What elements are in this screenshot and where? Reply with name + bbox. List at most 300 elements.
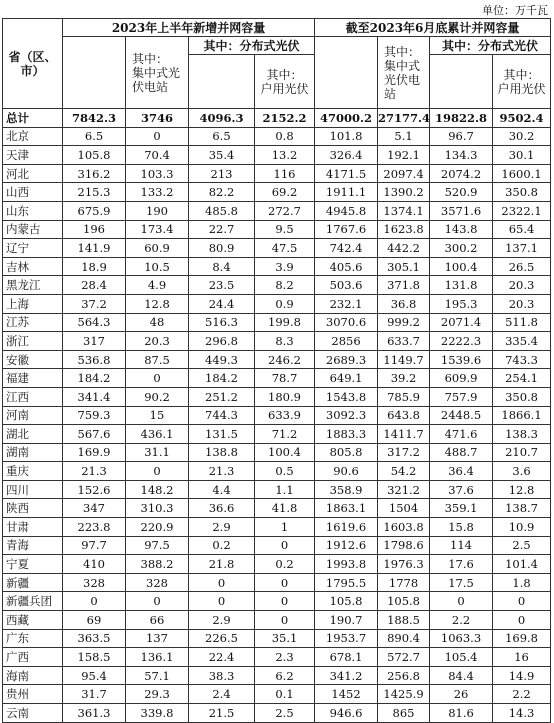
value-cell: 36.6 [189, 499, 255, 518]
table-row [3, 276, 551, 295]
value-cell: 2448.5 [430, 406, 493, 425]
value-cell: 1452 [315, 685, 378, 704]
value-cell: 31.7 [63, 685, 126, 704]
province-cell: 江西 [3, 387, 63, 406]
value-cell: 169.9 [63, 443, 126, 462]
table-row [3, 332, 551, 351]
value-cell: 215.3 [63, 183, 126, 202]
new-household-prefix: 其中： [266, 67, 303, 82]
value-cell: 3571.6 [430, 201, 493, 220]
province-cell: 内蒙古 [3, 220, 63, 239]
value-cell: 520.9 [430, 183, 493, 202]
value-cell: 488.7 [430, 443, 493, 462]
value-cell: 0 [189, 573, 255, 592]
new-household-header [255, 55, 315, 109]
value-cell: 442.2 [378, 239, 430, 258]
value-cell: 8.3 [255, 332, 315, 351]
value-cell: 158.5 [63, 648, 126, 667]
province-cell: 天津 [3, 146, 63, 165]
value-cell: 60.9 [126, 239, 189, 258]
value-cell: 865 [378, 704, 430, 723]
table-row [3, 704, 551, 723]
value-cell: 572.7 [378, 648, 430, 667]
value-cell: 643.8 [378, 406, 430, 425]
value-cell: 84.4 [430, 666, 493, 685]
value-cell: 1.8 [493, 573, 551, 592]
value-cell: 1374.1 [378, 201, 430, 220]
value-cell: 2071.4 [430, 313, 493, 332]
table-row [3, 369, 551, 388]
value-cell: 0 [189, 592, 255, 611]
province-cell: 江苏 [3, 313, 63, 332]
value-cell: 744.3 [189, 406, 255, 425]
value-cell: 2.2 [430, 611, 493, 630]
value-cell: 143.8 [430, 220, 493, 239]
table-row [3, 685, 551, 704]
cum-household-prefix: 其中： [503, 67, 540, 82]
value-cell: 21.5 [189, 704, 255, 723]
province-cell: 陕西 [3, 499, 63, 518]
value-cell: 678.1 [315, 648, 378, 667]
value-cell: 0 [493, 611, 551, 630]
value-cell: 3.6 [493, 462, 551, 481]
table-row [3, 555, 551, 574]
value-cell: 116 [255, 164, 315, 183]
value-cell: 6.5 [63, 127, 126, 146]
value-cell: 1798.6 [378, 536, 430, 555]
value-cell: 328 [126, 573, 189, 592]
cum-household-label: 户用光伏 [497, 81, 546, 96]
value-cell: 31.1 [126, 443, 189, 462]
province-cell: 青海 [3, 536, 63, 555]
value-cell: 138.3 [493, 425, 551, 444]
value-cell: 742.4 [315, 239, 378, 258]
value-cell: 296.8 [189, 332, 255, 351]
value-cell: 114 [430, 536, 493, 555]
value-cell: 184.2 [189, 369, 255, 388]
value-cell: 0 [493, 592, 551, 611]
value-cell: 20.3 [126, 332, 189, 351]
value-cell: 138.7 [493, 499, 551, 518]
value-cell: 0 [255, 536, 315, 555]
value-cell: 471.6 [430, 425, 493, 444]
value-cell: 15.8 [430, 518, 493, 537]
value-cell: 567.6 [63, 425, 126, 444]
value-cell: 0 [255, 573, 315, 592]
value-cell: 1863.1 [315, 499, 378, 518]
value-cell: 9.5 [255, 220, 315, 239]
value-cell: 35.1 [255, 629, 315, 648]
table-row [3, 443, 551, 462]
value-cell: 137 [126, 629, 189, 648]
value-cell: 96.7 [430, 127, 493, 146]
value-cell: 649.1 [315, 369, 378, 388]
value-cell: 999.2 [378, 313, 430, 332]
value-cell: 3092.3 [315, 406, 378, 425]
value-cell: 633.9 [255, 406, 315, 425]
value-cell: 0.2 [255, 555, 315, 574]
table-row [3, 648, 551, 667]
value-cell: 256.8 [378, 666, 430, 685]
value-cell: 38.3 [189, 666, 255, 685]
value-cell: 131.8 [430, 276, 493, 295]
value-cell: 3070.6 [315, 313, 378, 332]
new-household-label: 户用光伏 [260, 81, 309, 96]
province-cell: 上海 [3, 294, 63, 313]
value-cell: 317.2 [378, 443, 430, 462]
value-cell: 310.3 [126, 499, 189, 518]
value-cell: 0.2 [189, 536, 255, 555]
value-cell: 335.4 [493, 332, 551, 351]
value-cell: 0 [63, 592, 126, 611]
province-cell: 宁夏 [3, 555, 63, 574]
value-cell: 226.5 [189, 629, 255, 648]
value-cell: 36.8 [378, 294, 430, 313]
value-cell: 405.6 [315, 257, 378, 276]
value-cell: 103.3 [126, 164, 189, 183]
value-cell: 0 [126, 462, 189, 481]
value-cell: 1795.5 [315, 573, 378, 592]
value-cell: 65.4 [493, 220, 551, 239]
value-cell: 1063.3 [430, 629, 493, 648]
value-cell: 192.1 [378, 146, 430, 165]
value-cell: 2222.3 [430, 332, 493, 351]
value-cell: 805.8 [315, 443, 378, 462]
province-cell: 吉林 [3, 257, 63, 276]
value-cell: 6.2 [255, 666, 315, 685]
value-cell: 80.9 [189, 239, 255, 258]
cum-distributed-header: 其中：分布式光伏 [430, 37, 551, 55]
table-row [3, 536, 551, 555]
province-cell: 云南 [3, 704, 63, 723]
value-cell: 10.5 [126, 257, 189, 276]
value-cell: 47000.2 [315, 109, 378, 128]
value-cell: 359.1 [430, 499, 493, 518]
value-cell: 188.5 [378, 611, 430, 630]
value-cell: 759.3 [63, 406, 126, 425]
value-cell: 254.1 [493, 369, 551, 388]
value-cell: 30.1 [493, 146, 551, 165]
province-cell: 黑龙江 [3, 276, 63, 295]
cum-total-header [315, 37, 378, 109]
value-cell: 536.8 [63, 350, 126, 369]
table-row [3, 425, 551, 444]
province-cell: 广东 [3, 629, 63, 648]
value-cell: 14.9 [493, 666, 551, 685]
province-cell: 新疆兵团 [3, 592, 63, 611]
value-cell: 22.7 [189, 220, 255, 239]
value-cell: 2.4 [189, 685, 255, 704]
value-cell: 757.9 [430, 387, 493, 406]
value-cell: 1623.8 [378, 220, 430, 239]
cum-centralized-label: 集中式光伏电站 [384, 58, 421, 101]
value-cell: 341.4 [63, 387, 126, 406]
value-cell: 4.4 [189, 480, 255, 499]
province-cell: 辽宁 [3, 239, 63, 258]
province-cell: 湖南 [3, 443, 63, 462]
value-cell: 328 [63, 573, 126, 592]
value-cell: 3746 [126, 109, 189, 128]
table-row [3, 294, 551, 313]
value-cell: 223.8 [63, 518, 126, 537]
value-cell: 210.7 [493, 443, 551, 462]
province-cell: 河南 [3, 406, 63, 425]
value-cell: 48 [126, 313, 189, 332]
table-row [3, 127, 551, 146]
value-cell: 133.2 [126, 183, 189, 202]
value-cell: 2.9 [189, 611, 255, 630]
value-cell: 358.9 [315, 480, 378, 499]
value-cell: 485.8 [189, 201, 255, 220]
value-cell: 339.8 [126, 704, 189, 723]
value-cell: 15 [126, 406, 189, 425]
value-cell: 69.2 [255, 183, 315, 202]
value-cell: 23.5 [189, 276, 255, 295]
value-cell: 138.8 [189, 443, 255, 462]
value-cell: 12.8 [493, 480, 551, 499]
value-cell: 946.6 [315, 704, 378, 723]
value-cell: 28.4 [63, 276, 126, 295]
province-cell: 海南 [3, 666, 63, 685]
value-cell: 36.4 [430, 462, 493, 481]
value-cell: 90.2 [126, 387, 189, 406]
value-cell: 326.4 [315, 146, 378, 165]
value-cell: 1.1 [255, 480, 315, 499]
value-cell: 2.5 [255, 704, 315, 723]
value-cell: 19822.8 [430, 109, 493, 128]
value-cell: 1600.1 [493, 164, 551, 183]
value-cell: 21.3 [189, 462, 255, 481]
value-cell: 350.8 [493, 387, 551, 406]
value-cell: 196 [63, 220, 126, 239]
table-row [3, 201, 551, 220]
province-cell: 福建 [3, 369, 63, 388]
new-total-header [63, 37, 126, 109]
value-cell: 1603.8 [378, 518, 430, 537]
value-cell: 890.4 [378, 629, 430, 648]
pv-capacity-table [2, 18, 551, 723]
value-cell: 30.2 [493, 127, 551, 146]
value-cell: 8.4 [189, 257, 255, 276]
value-cell: 180.9 [255, 387, 315, 406]
value-cell: 0.5 [255, 462, 315, 481]
value-cell: 436.1 [126, 425, 189, 444]
value-cell: 54.2 [378, 462, 430, 481]
value-cell: 743.3 [493, 350, 551, 369]
value-cell: 503.6 [315, 276, 378, 295]
province-cell: 河北 [3, 164, 63, 183]
table-row [3, 499, 551, 518]
value-cell: 300.2 [430, 239, 493, 258]
value-cell: 141.9 [63, 239, 126, 258]
value-cell: 39.2 [378, 369, 430, 388]
value-cell: 90.6 [315, 462, 378, 481]
province-cell: 广西 [3, 648, 63, 667]
table-row [3, 164, 551, 183]
value-cell: 16 [493, 648, 551, 667]
value-cell: 100.4 [255, 443, 315, 462]
value-cell: 449.3 [189, 350, 255, 369]
value-cell: 350.8 [493, 183, 551, 202]
cum-centralized-among: 其中： [384, 44, 421, 59]
value-cell: 18.9 [63, 257, 126, 276]
value-cell: 341.2 [315, 666, 378, 685]
value-cell: 4.9 [126, 276, 189, 295]
value-cell: 66 [126, 611, 189, 630]
value-cell: 0 [126, 592, 189, 611]
value-cell: 29.3 [126, 685, 189, 704]
value-cell: 1767.6 [315, 220, 378, 239]
value-cell: 95.4 [63, 666, 126, 685]
province-cell: 山东 [3, 201, 63, 220]
value-cell: 47.5 [255, 239, 315, 258]
value-cell: 199.8 [255, 313, 315, 332]
value-cell: 321.2 [378, 480, 430, 499]
value-cell: 78.7 [255, 369, 315, 388]
value-cell: 17.6 [430, 555, 493, 574]
value-cell: 316.2 [63, 164, 126, 183]
value-cell: 20.3 [493, 276, 551, 295]
value-cell: 388.2 [126, 555, 189, 574]
table-row [3, 611, 551, 630]
value-cell: 0 [126, 127, 189, 146]
value-cell: 1149.7 [378, 350, 430, 369]
value-cell: 2097.4 [378, 164, 430, 183]
value-cell: 4945.8 [315, 201, 378, 220]
new-distributed-header: 其中：分布式光伏 [189, 37, 315, 55]
province-cell: 重庆 [3, 462, 63, 481]
province-cell: 贵州 [3, 685, 63, 704]
value-cell: 131.5 [189, 425, 255, 444]
table-row [3, 387, 551, 406]
value-cell: 2.2 [493, 685, 551, 704]
cum-centralized-header [378, 37, 430, 109]
value-cell: 1504 [378, 499, 430, 518]
province-cell: 浙江 [3, 332, 63, 351]
new-centralized-header [126, 37, 189, 109]
value-cell: 6.5 [189, 127, 255, 146]
value-cell: 785.9 [378, 387, 430, 406]
value-cell: 363.5 [63, 629, 126, 648]
header-row-group [3, 19, 551, 37]
value-cell: 1993.8 [315, 555, 378, 574]
value-cell: 1 [255, 518, 315, 537]
value-cell: 1953.7 [315, 629, 378, 648]
new-centralized-label: 集中式光伏电站 [132, 65, 181, 94]
value-cell: 26 [430, 685, 493, 704]
value-cell: 22.4 [189, 648, 255, 667]
total-row [3, 109, 551, 128]
value-cell: 82.2 [189, 183, 255, 202]
value-cell: 105.8 [315, 592, 378, 611]
value-cell: 105.8 [378, 592, 430, 611]
value-cell: 97.5 [126, 536, 189, 555]
province-cell: 总计 [3, 109, 63, 128]
value-cell: 27177.4 [378, 109, 430, 128]
value-cell: 2322.1 [493, 201, 551, 220]
value-cell: 97.7 [63, 536, 126, 555]
value-cell: 5.1 [378, 127, 430, 146]
table-row [3, 518, 551, 537]
province-cell: 西藏 [3, 611, 63, 630]
value-cell: 0 [126, 369, 189, 388]
value-cell: 8.2 [255, 276, 315, 295]
value-cell: 317 [63, 332, 126, 351]
value-cell: 0.1 [255, 685, 315, 704]
value-cell: 35.4 [189, 146, 255, 165]
value-cell: 37.6 [430, 480, 493, 499]
value-cell: 3.9 [255, 257, 315, 276]
value-cell: 1912.6 [315, 536, 378, 555]
value-cell: 410 [63, 555, 126, 574]
value-cell: 511.8 [493, 313, 551, 332]
value-cell: 361.3 [63, 704, 126, 723]
value-cell: 37.2 [63, 294, 126, 313]
value-cell: 1619.6 [315, 518, 378, 537]
value-cell: 20.3 [493, 294, 551, 313]
value-cell: 71.2 [255, 425, 315, 444]
value-cell: 272.7 [255, 201, 315, 220]
value-cell: 1539.6 [430, 350, 493, 369]
value-cell: 7842.3 [63, 109, 126, 128]
value-cell: 1866.1 [493, 406, 551, 425]
value-cell: 21.8 [189, 555, 255, 574]
value-cell: 2152.2 [255, 109, 315, 128]
value-cell: 0 [255, 611, 315, 630]
value-cell: 2.3 [255, 648, 315, 667]
value-cell: 675.9 [63, 201, 126, 220]
value-cell: 305.1 [378, 257, 430, 276]
value-cell: 152.6 [63, 480, 126, 499]
table-row [3, 666, 551, 685]
value-cell: 347 [63, 499, 126, 518]
value-cell: 12.8 [126, 294, 189, 313]
value-cell: 633.7 [378, 332, 430, 351]
value-cell: 232.1 [315, 294, 378, 313]
unit-label: 单位：万千瓦 [482, 4, 548, 17]
group-header-2023h1: 2023年上半年新增并网容量 [63, 19, 315, 37]
province-cell: 四川 [3, 480, 63, 499]
value-cell: 169.8 [493, 629, 551, 648]
cum-distributed-total-header [430, 55, 493, 109]
new-distributed-total-header [189, 55, 255, 109]
table-row [3, 183, 551, 202]
value-cell: 81.6 [430, 704, 493, 723]
table-row [3, 350, 551, 369]
group-header-cumulative: 截至2023年6月底累计并网容量 [315, 19, 551, 37]
value-cell: 4096.3 [189, 109, 255, 128]
value-cell: 609.9 [430, 369, 493, 388]
value-cell: 1425.9 [378, 685, 430, 704]
table-row [3, 629, 551, 648]
value-cell: 2856 [315, 332, 378, 351]
value-cell: 1778 [378, 573, 430, 592]
value-cell: 0 [255, 592, 315, 611]
province-cell: 甘肃 [3, 518, 63, 537]
value-cell: 136.1 [126, 648, 189, 667]
value-cell: 2.5 [493, 536, 551, 555]
value-cell: 1911.1 [315, 183, 378, 202]
value-cell: 148.2 [126, 480, 189, 499]
value-cell: 1411.7 [378, 425, 430, 444]
province-cell: 山西 [3, 183, 63, 202]
value-cell: 134.3 [430, 146, 493, 165]
province-header: 省（区、市） [3, 19, 63, 109]
table-row [3, 406, 551, 425]
value-cell: 21.3 [63, 462, 126, 481]
table-row [3, 313, 551, 332]
value-cell: 190.7 [315, 611, 378, 630]
